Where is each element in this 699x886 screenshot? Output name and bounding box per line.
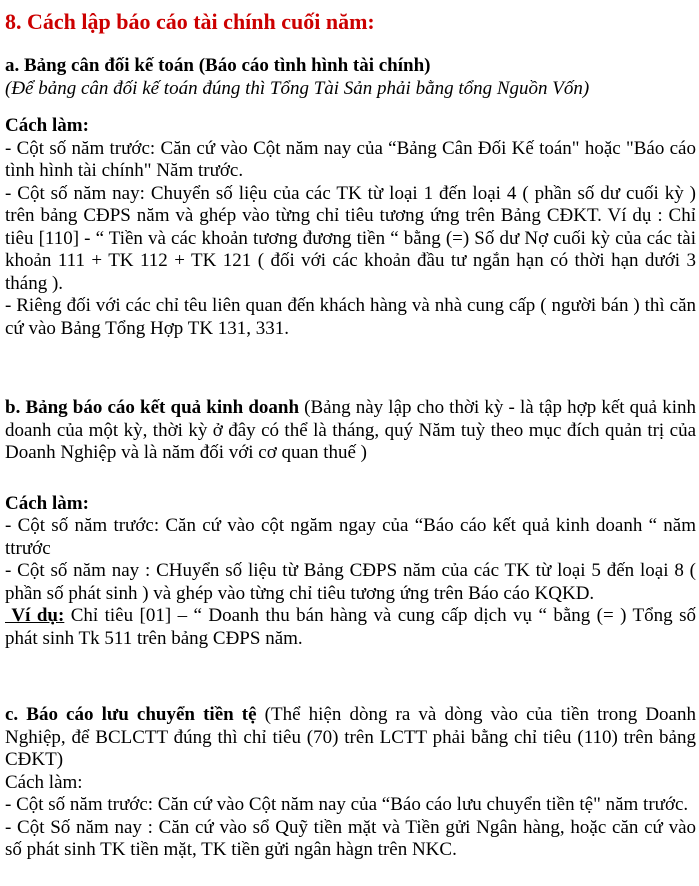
section-b-heading-title: b. Bảng báo cáo kết quả kinh doanh: [5, 397, 300, 418]
section-a-bullet-2: - Cột số năm nay: Chuyển số liệu của các TK từ loại 1 đến loại 4 ( phần số dư cuối kỳ ) trên bảng CĐPS năm và ghép vào từng chỉ tiêu tương ứng trên Bảng CĐKT. Ví dụ : Chỉ tiêu [110] - “ Tiền và các khoản tương đương tiền “ bằng (=) Số dư Nợ cuối kỳ của các tài khoản 111 + TK 112 + TK 121 ( đối với các khoản đầu tư ngắn hạn có thời hạn dưới 3 tháng ).: [5, 182, 696, 294]
section-a-note: (Để bảng cân đối kế toán đúng thì Tổng Tài Sản phải bằng tổng Nguồn Vốn): [5, 77, 590, 99]
section-a-heading: a. Bảng cân đối kế toán (Báo cáo tình hình tài chính): [5, 55, 431, 76]
section-a-bullet-1: - Cột số năm trước: Căn cứ vào Cột năm nay của “Bảng Cân Đối Kế toán" hoặc "Báo cáo tình hình tài chính" Năm trước.: [5, 137, 696, 181]
section-a-method-label: Cách làm:: [5, 115, 89, 136]
section-b-bullet-2: - Cột số năm nay : CHuyển số liệu từ Bảng CĐPS năm của các TK từ loại 5 đến loại 8 ( phần số phát sinh ) và ghép vào từng chỉ tiêu tương ứng trên Báo cáo KQKD.: [5, 560, 696, 604]
section-c-bullet-2: - Cột Số năm nay : Căn cứ vào sổ Quỹ tiền mặt và Tiền gửi Ngân hàng, hoặc căn cứ vào số phát sinh TK tiền mặt, TK tiền gửi ngân hàgn trên NKC.: [5, 816, 696, 860]
section-c-method-label: Cách làm:: [5, 771, 83, 793]
section-c-heading: [5, 704, 696, 772]
section-b-example-text: Chỉ tiêu [01] – “ Doanh thu bán hàng và cung cấp dịch vụ “ bằng (= ) Tổng số phát sinh Tk 511 trên bảng CĐPS năm.: [5, 605, 696, 649]
section-b-example: [5, 605, 696, 650]
section-a-bullet-3: - Riêng đối với các chỉ têu liên quan đến khách hàng và nhà cung cấp ( người bán ) thì căn cứ vào Bảng Tổng Hợp TK 131, 331.: [5, 295, 696, 339]
page-title: 8. Cách lập báo cáo tài chính cuối năm:: [5, 9, 375, 34]
section-b-heading: [5, 397, 696, 465]
section-b-bullet-1: - Cột số năm trước: Căn cứ vào cột ngăm ngay của “Báo cáo kết quả kinh doanh “ năm ttrước: [5, 515, 696, 559]
section-b-heading-description: (Bảng này lập cho thời kỳ - là tập hợp kết quả kinh doanh của một kỳ, thời kỳ ở đây có thể là tháng, quý Năm tuỳ theo mục đích quản trị của Doanh Nghiệp và là năm đối với cơ quan thuế ): [5, 397, 696, 463]
section-c-heading-title: c. Báo cáo lưu chuyển tiền tệ: [5, 704, 257, 725]
section-b-method-label: Cách làm:: [5, 492, 89, 514]
section-c-bullet-1: - Cột số năm trước: Căn cứ vào Cột năm nay của “Báo cáo lưu chuyển tiền tệ" năm trước.: [5, 794, 689, 815]
section-b-example-label: Ví dụ:: [5, 605, 65, 626]
section-c-heading-description: (Thể hiện dòng ra và dòng vào của tiền trong Doanh Nghiệp, để BCLCTT đúng thì chỉ tiêu (70) trên LCTT phải bằng chỉ tiêu (110) trên bảng CĐKT): [5, 704, 696, 770]
